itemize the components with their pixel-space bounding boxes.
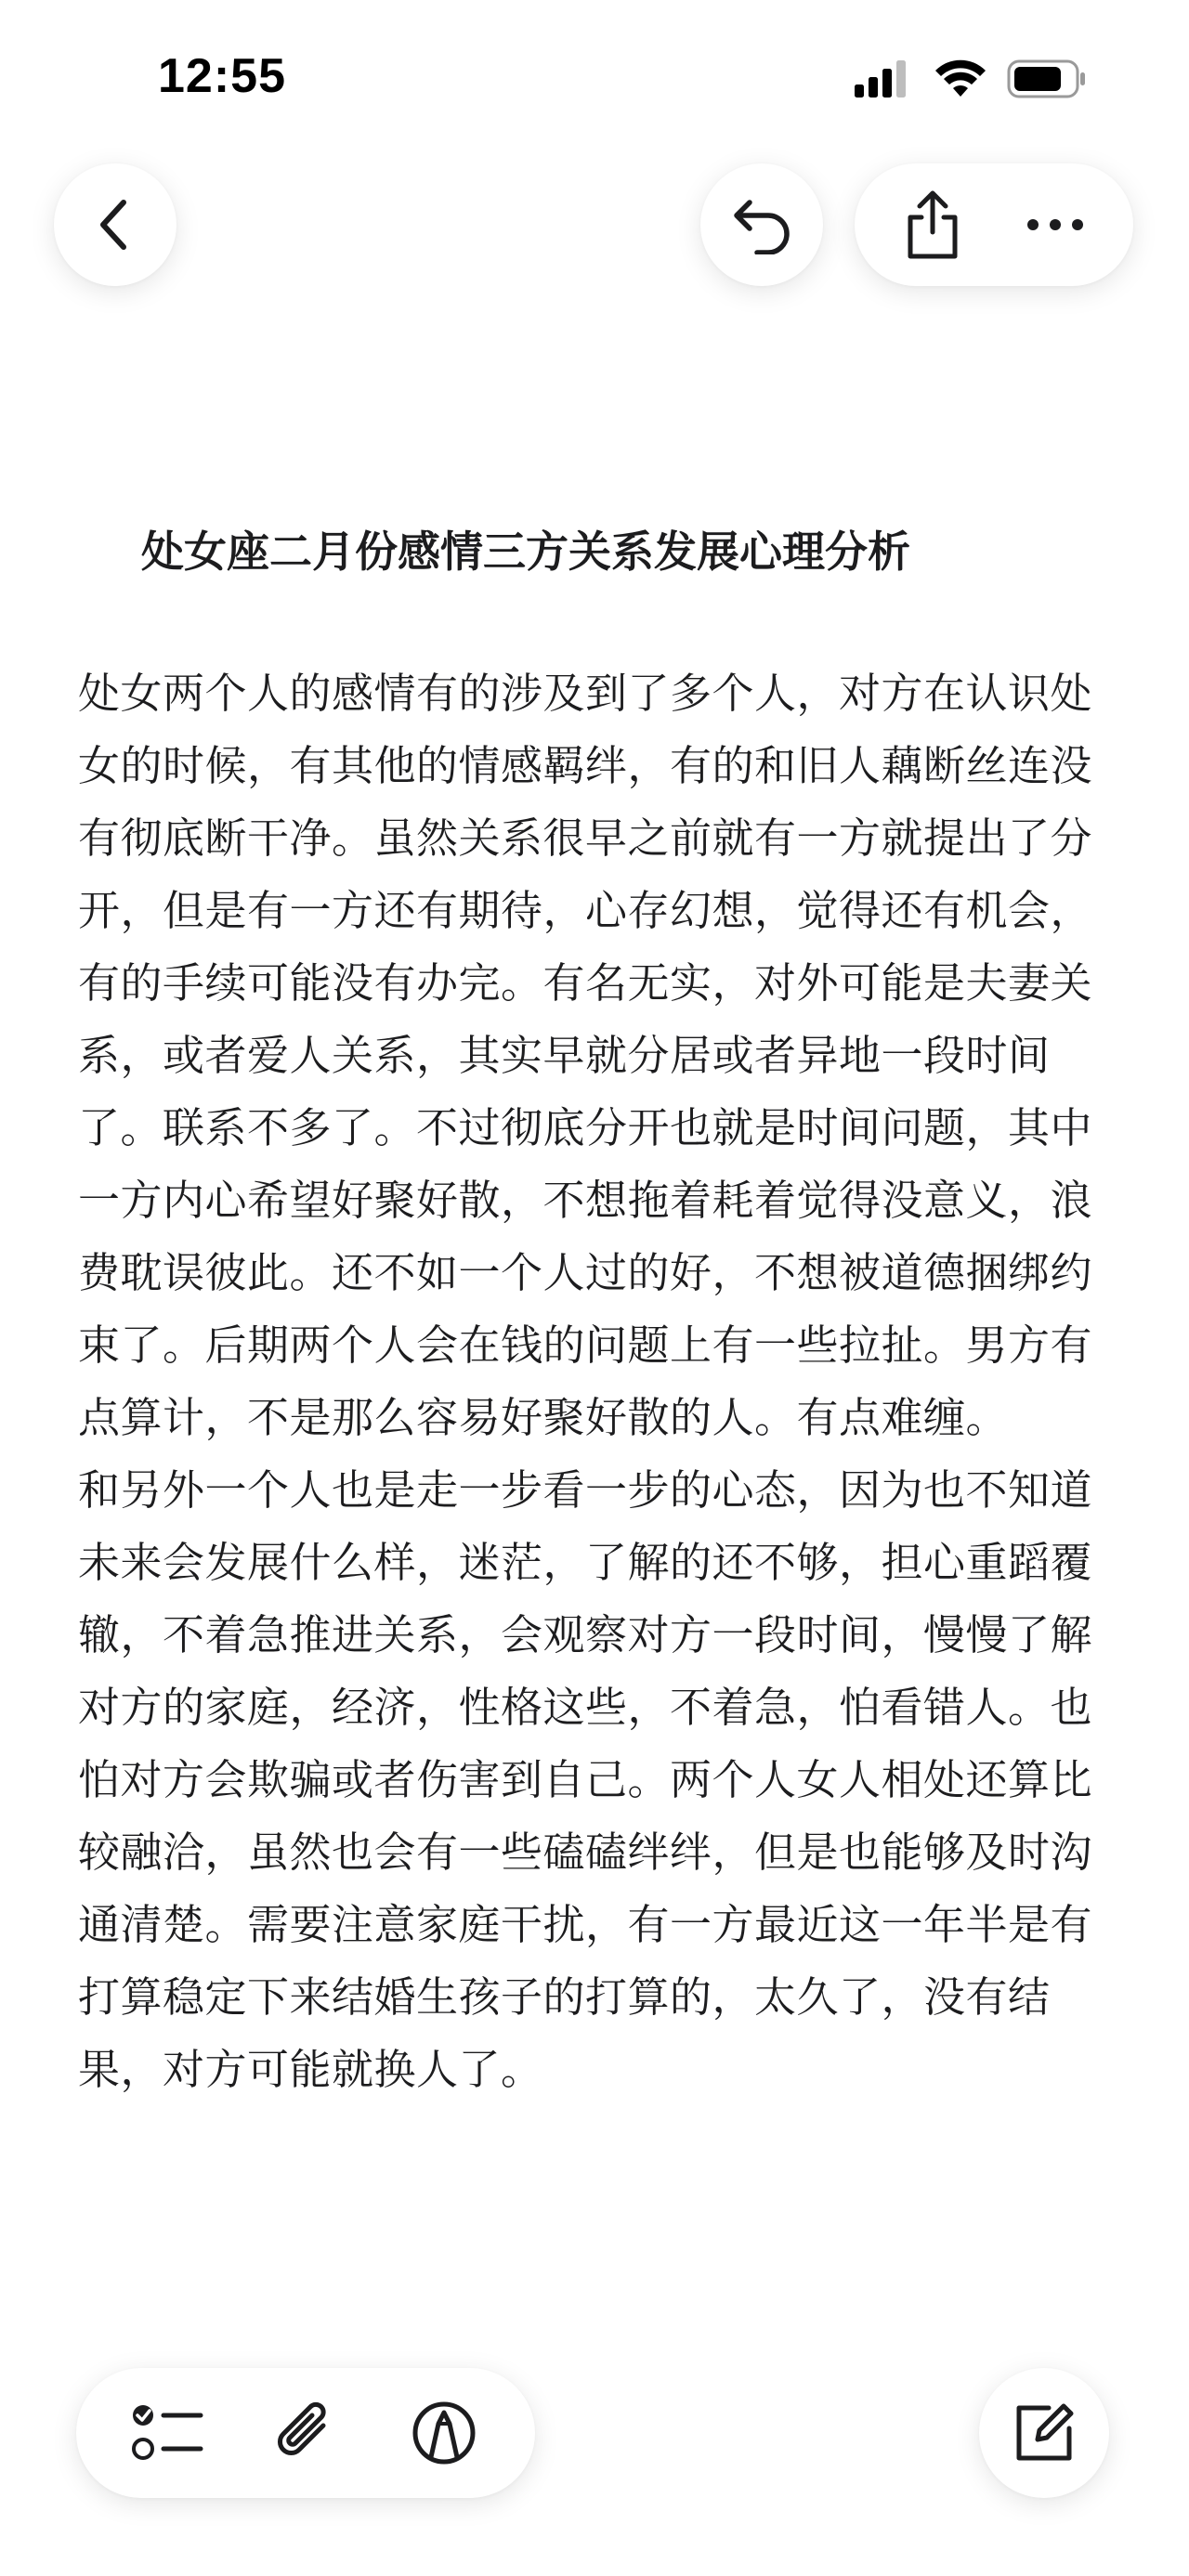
checklist-button[interactable] — [111, 2377, 223, 2489]
chevron-left-icon — [92, 197, 138, 253]
share-button[interactable] — [882, 174, 984, 276]
checklist-icon — [130, 2400, 204, 2465]
note-body[interactable] — [78, 657, 1118, 2106]
paperclip-icon — [273, 2398, 338, 2468]
undo-arrow-icon — [729, 195, 794, 254]
status-icons — [855, 56, 1087, 102]
share-icon — [903, 189, 962, 260]
actions-pill — [855, 163, 1133, 286]
markup-button[interactable] — [388, 2377, 500, 2489]
note-title[interactable]: 处女座二月份感情三方关系发展心理分析 — [141, 527, 910, 577]
attachment-button[interactable] — [250, 2377, 361, 2489]
cellular-signal-icon — [855, 60, 914, 98]
compose-icon — [1012, 2400, 1077, 2465]
status-time: 12:55 — [158, 49, 286, 103]
back-button[interactable] — [54, 163, 176, 286]
bottom-tools-pill — [76, 2368, 535, 2498]
note-paragraph: 和另外一个人也是走一步看一步的心态，因为也不知道未来会发展什么样，迷茫，了解的还不够，担心重蹈覆辙，不着急推进关系，会观察对方一段时间，慢慢了解对方的家庭，经济，性格这些，不着急，怕看错人。也怕对方会欺骗或者伤害到自己。两个人女人相处还算比较融洽，虽然也会有一些磕磕绊绊，但是也能够及时沟通清楚。需要注意家庭干扰，有一方最近这一年半是有打算稳定下来结婚生孩子的打算的，太久了，没有结果，对方可能就换人了。 — [78, 1465, 1093, 2094]
undo-button[interactable] — [700, 163, 823, 286]
ellipsis-icon — [1026, 217, 1085, 232]
compose-button[interactable] — [979, 2368, 1109, 2498]
more-button[interactable] — [1004, 174, 1106, 276]
markup-pen-icon — [411, 2400, 477, 2466]
wifi-icon — [934, 59, 986, 98]
status-bar — [0, 0, 1189, 158]
battery-icon — [1007, 59, 1087, 98]
note-paragraph: 处女两个人的感情有的涉及到了多个人，对方在认识处女的时候，有其他的情感羁绊，有的和旧人藕断丝连没有彻底断干净。虽然关系很早之前就有一方就提出了分开，但是有一方还有期待，心存幻想，觉得还有机会，有的手续可能没有办完。有名无实，对外可能是夫妻关系，或者爱人关系，其实早就分居或者异地一段时间了。联系不多了。不过彻底分开也就是时间问题，其中一方内心希望好聚好散，不想拖着耗着觉得没意义，浪费耽误彼此。还不如一个人过的好，不想被道德捆绑约束了。后期两个人会在钱的问题上有一些拉扯。男方有点算计，不是那么容易好聚好散的人。有点难缠。 — [78, 669, 1093, 1442]
